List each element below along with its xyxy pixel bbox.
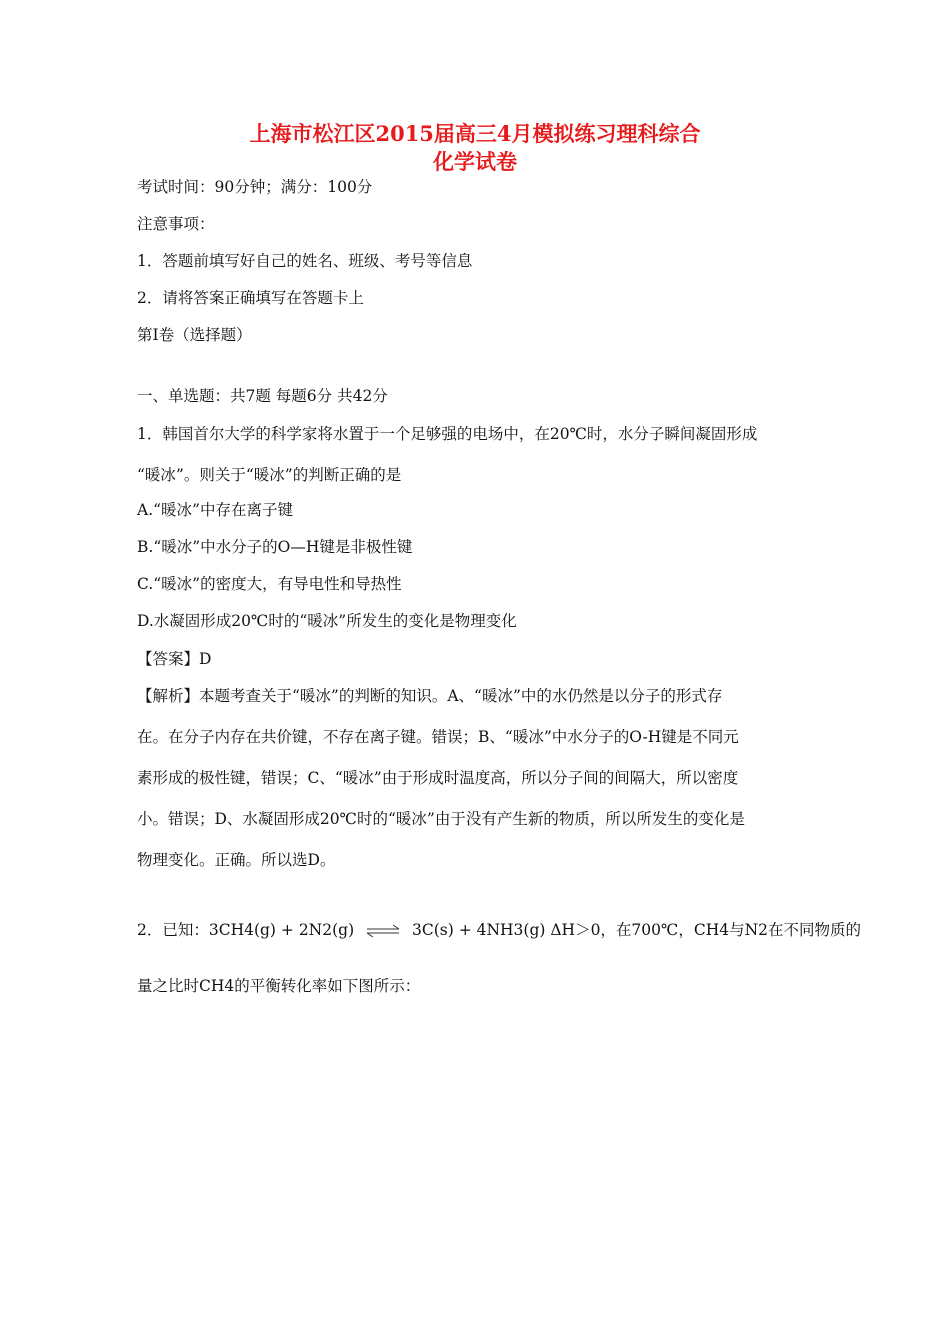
q1-stem-line-2: “暖冰”。则关于“暖冰”的判断正确的是: [137, 466, 402, 484]
notice-heading: 注意事项：: [137, 215, 215, 233]
q1-option-b: B.“暖冰”中水分子的O—H键是非极性键: [137, 538, 413, 556]
q2-reactants: 2．已知：3CH4(g) + 2N2(g): [137, 921, 355, 939]
q1-answer: 【答案】D: [137, 650, 212, 668]
section-heading: 一、单选题：共7题 每题6分 共42分: [137, 387, 388, 405]
q1-analysis-line-2: 在。在分子内存在共价键，不存在离子键。错误；B、“暖冰”中水分子的O-H键是不同元: [137, 728, 739, 746]
q2-products-and-condition: 3C(s) + 4NH3(g) ΔH＞0，在700℃，CH4与N2在不同物质的: [412, 921, 862, 939]
q1-analysis-line-4: 小。错误；D、水凝固形成20℃时的“暖冰”由于没有产生新的物质，所以所发生的变化是: [137, 810, 745, 828]
equilibrium-arrow-icon: [365, 924, 401, 938]
notice-item-2: 2．请将答案正确填写在答题卡上: [137, 289, 364, 307]
q1-option-a: A.“暖冰”中存在离子键: [137, 501, 293, 519]
q1-analysis-line-5: 物理变化。正确。所以选D。: [137, 851, 336, 869]
q2-stem-line-2: 量之比时CH4的平衡转化率如下图所示：: [137, 977, 421, 995]
q1-analysis-line-1: 【解析】本题考查关于“暖冰”的判断的知识。A、“暖冰”中的水仍然是以分子的形式存: [137, 687, 723, 705]
document-subtitle: 化学试卷: [433, 149, 517, 174]
exam-info: 考试时间：90分钟；满分：100分: [137, 178, 373, 196]
volume-heading: 第I卷（选择题）: [137, 326, 252, 344]
q1-option-c: C.“暖冰”的密度大，有导电性和导热性: [137, 575, 402, 593]
q1-stem-line-1: 1．韩国首尔大学的科学家将水置于一个足够强的电场中，在20℃时，水分子瞬间凝固形成: [137, 425, 758, 443]
q1-analysis-line-3: 素形成的极性键，错误；C、“暖冰”由于形成时温度高，所以分子间的间隔大，所以密度: [137, 769, 739, 787]
notice-item-1: 1．答题前填写好自己的姓名、班级、考号等信息: [137, 252, 473, 270]
document-title: 上海市松江区2015届高三4月模拟练习理科综合: [249, 121, 701, 146]
q1-option-d: D.水凝固形成20℃时的“暖冰”所发生的变化是物理变化: [137, 612, 517, 630]
q2-stem-line-1: [137, 918, 861, 942]
